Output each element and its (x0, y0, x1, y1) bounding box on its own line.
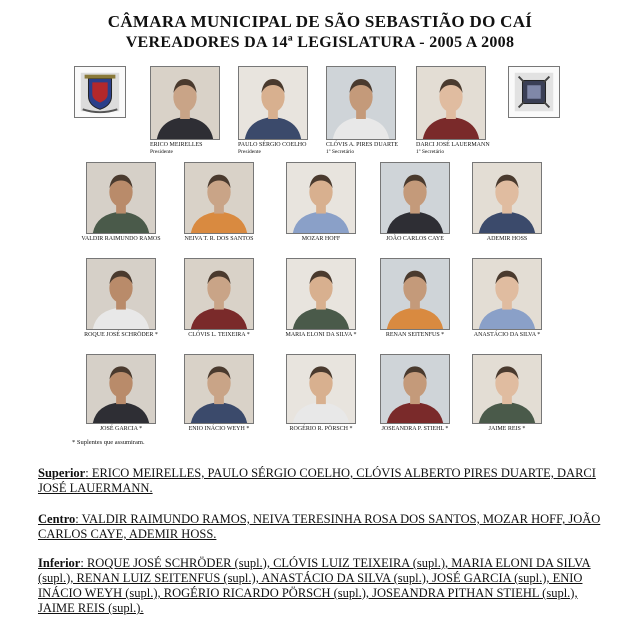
label-superior: Superior (38, 466, 86, 480)
portrait-photo (380, 162, 450, 234)
portrait-photo (416, 66, 486, 140)
councilor-name: ERICO MEIRELLES (150, 142, 203, 148)
councilor-name: JOSEANDRA P. STIEHL * (381, 426, 449, 432)
councilor-name: ROQUE JOSÉ SCHRÖDER * (84, 332, 158, 338)
substitutes-note: * Suplentes que assumiram. (72, 439, 145, 446)
page-subtitle: VEREADORES DA 14ª LEGISLATURA - 2005 A 2008 (125, 34, 515, 51)
portrait-photo (286, 354, 356, 424)
paragraph-centro (38, 512, 608, 542)
councilor-name: ROGÉRIO R. PÖRSCH * (289, 426, 353, 432)
municipal-crest-left-icon (74, 66, 126, 118)
text-centro: : VALDIR RAIMUNDO RAMOS, NEIVA TERESINHA ROSA DOS SANTOS, MOZAR HOFF, JOÃO CARLOS CAYE, ADEMIR HOSS. (38, 512, 601, 541)
councilor-name: JAIME REIS * (488, 426, 526, 432)
councilor-card (66, 162, 176, 243)
text-superior: : ERICO MEIRELLES, PAULO SÉRGIO COELHO, CLÓVIS ALBERTO PIRES DUARTE, DARCI JOSÉ LAUERMANN. (38, 466, 596, 495)
page-title: CÂMARA MUNICIPAL DE SÃO SEBASTIÃO DO CAÍ (107, 12, 533, 31)
portrait-photo (286, 162, 356, 234)
councilor-name: ENIO INÁCIO WEYH * (188, 426, 250, 432)
councilor-role: Presidente (150, 149, 173, 155)
portrait-photo (326, 66, 396, 140)
portrait-photo (86, 258, 156, 330)
councilor-name: NEIVA T. R. DOS SANTOS (184, 236, 254, 242)
councilor-name: MARIA ELONI DA SILVA * (285, 332, 357, 338)
portrait-photo (472, 162, 542, 234)
portrait-photo (184, 354, 254, 424)
paragraph-inferior (38, 556, 608, 616)
portrait-photo (184, 162, 254, 234)
councilor-card (396, 66, 506, 155)
councilor-role: Presidente (238, 149, 261, 155)
councilor-card (452, 258, 562, 339)
councilor-name: ADEMIR HOSS (486, 236, 528, 242)
councilor-role: 1º Secretário (416, 149, 445, 155)
councilor-card (164, 258, 274, 339)
councilor-name: CLÓVIS A. PIRES DUARTE (326, 142, 398, 148)
councilor-card (66, 354, 176, 433)
portrait-photo (472, 354, 542, 424)
councilor-card (66, 258, 176, 339)
councilor-name: ANASTÁCIO DA SILVA * (473, 332, 541, 338)
portrait-photo (380, 354, 450, 424)
councilor-name: CLÓVIS L. TEIXEIRA * (188, 332, 250, 338)
portrait-photo (286, 258, 356, 330)
councilor-role: 1º Secretário (326, 149, 355, 155)
label-centro: Centro (38, 512, 76, 526)
councilor-name: JOÃO CARLOS CAYE (386, 236, 444, 242)
councilor-name: RENAN SEITENFUS * (385, 332, 445, 338)
councilor-card (452, 354, 562, 433)
councilor-name: DARCI JOSÉ LAUERMANN (416, 142, 490, 148)
councilor-card (164, 162, 274, 243)
label-inferior: Inferior (38, 556, 81, 570)
portrait-photo (184, 258, 254, 330)
portrait-photo (472, 258, 542, 330)
portrait-photo (380, 258, 450, 330)
text-inferior: : ROQUE JOSÉ SCHRÖDER (supl.), CLÓVIS LUIZ TEIXEIRA (supl.), MARIA ELONI DA SILVA (supl.), RENAN LUIZ SEITENFUS (supl.), ANASTÁCIO DA SILVA (supl.), JOSÉ GARCIA (supl.), ENIO INÁCIO WEYH (supl.), ROGÉRIO RICARDO PÖRSCH (supl.), JOSEANDRA PITHAN STIEHL (supl.), JAIME REIS (supl.). (38, 556, 591, 615)
paragraph-superior (38, 466, 608, 496)
councilor-name: MOZAR HOFF (301, 236, 341, 242)
councilor-card (164, 354, 274, 433)
councilor-name: PAULO SÉRGIO COELHO (238, 142, 307, 148)
portrait-photo (150, 66, 220, 140)
councilor-name: VALDIR RAIMUNDO RAMOS (81, 236, 161, 242)
portrait-photo (86, 354, 156, 424)
councilor-name: JOSÉ GARCIA * (99, 426, 143, 432)
portrait-photo (238, 66, 308, 140)
councilor-card (452, 162, 562, 243)
chamber-emblem-right-icon (508, 66, 560, 118)
portrait-photo (86, 162, 156, 234)
